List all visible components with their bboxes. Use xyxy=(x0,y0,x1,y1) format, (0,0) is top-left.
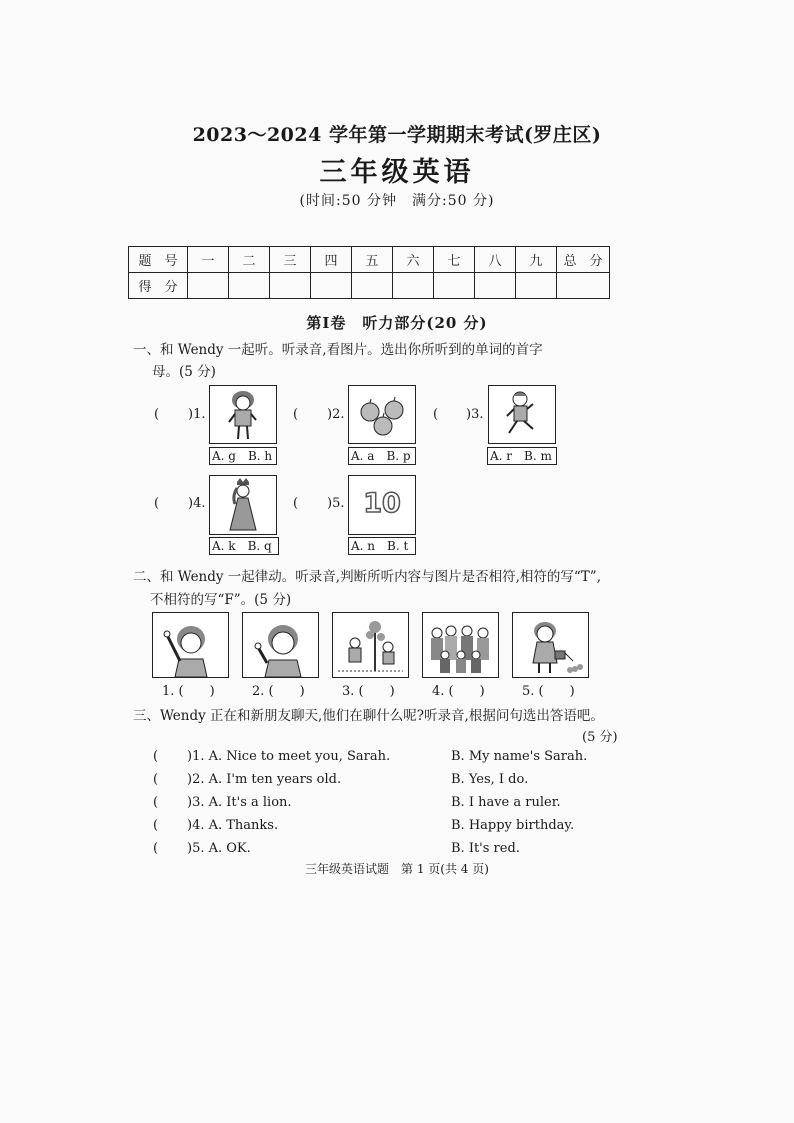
part2-instruction: 二、和 Wendy 一起律动。听录音,判断所听内容与图片是否相符,相符的写“T”, xyxy=(133,569,601,585)
choice-a: )4. A. Thanks. xyxy=(187,818,279,833)
score-input-cell[interactable] xyxy=(393,273,434,299)
apples-picture xyxy=(348,385,416,444)
answer-blank[interactable]: ( xyxy=(433,407,439,422)
item-options: A. n B. t xyxy=(348,537,416,555)
answer-blank[interactable]: ( xyxy=(154,496,160,511)
score-cell: 九 xyxy=(516,247,557,273)
queen-icon xyxy=(210,476,276,534)
score-cell: 总 分 xyxy=(557,247,610,273)
score-input-cell[interactable] xyxy=(188,273,229,299)
choice-a: )1. A. Nice to meet you, Sarah. xyxy=(187,749,391,764)
score-table-score-row xyxy=(129,273,610,299)
page-footer: 三年级英语试题 第 1 页(共 4 页) xyxy=(305,862,489,876)
score-input-cell[interactable] xyxy=(516,273,557,299)
section-title: 第Ⅰ卷 听力部分(20 分) xyxy=(306,314,488,332)
score-cell: 三 xyxy=(270,247,311,273)
answer-blank[interactable]: ( xyxy=(153,749,159,764)
item-options: A. r B. m xyxy=(487,447,557,465)
part2-instruction-cont: 不相符的写“F”。(5 分) xyxy=(150,592,292,608)
item-options: A. k B. q xyxy=(209,537,279,555)
family-picture xyxy=(422,612,499,678)
score-input-cell[interactable] xyxy=(311,273,352,299)
choice-b: B. I have a ruler. xyxy=(451,795,561,810)
item-number: )2. xyxy=(327,407,345,422)
planting-tree-picture xyxy=(332,612,409,678)
hello-girl-picture xyxy=(242,612,319,678)
girl-icon xyxy=(210,386,276,443)
answer-blank[interactable]: ( xyxy=(293,496,299,511)
answer-blank[interactable]: ( xyxy=(153,772,159,787)
number-ten-picture xyxy=(348,475,416,535)
part1-instruction-cont: 母。(5 分) xyxy=(152,364,216,380)
choice-a: )3. A. It's a lion. xyxy=(187,795,292,810)
score-input-cell[interactable] xyxy=(352,273,393,299)
item-number: )3. xyxy=(466,407,484,422)
exam-time-info: (时间:50 分钟 满分:50 分) xyxy=(299,193,495,209)
queen-picture xyxy=(209,475,277,535)
answer-blank[interactable]: ( xyxy=(153,841,159,856)
score-input-cell[interactable] xyxy=(229,273,270,299)
score-cell: 五 xyxy=(352,247,393,273)
answer-blank[interactable]: ( xyxy=(293,407,299,422)
answer-blank[interactable]: 2. ( ) xyxy=(252,684,305,699)
waving-girl-icon xyxy=(153,613,228,677)
exam-title: 2023～2024 学年第一学期期末考试(罗庄区) xyxy=(192,124,602,146)
item-number: )4. xyxy=(188,496,206,511)
score-row-label: 得 分 xyxy=(129,273,188,299)
item-number: )1. xyxy=(188,407,206,422)
watering-flowers-icon xyxy=(513,613,588,677)
score-table xyxy=(128,246,610,299)
answer-blank[interactable]: ( xyxy=(153,818,159,833)
score-cell: 七 xyxy=(434,247,475,273)
score-cell: 题 号 xyxy=(129,247,188,273)
item-options: A. g B. h xyxy=(209,447,277,465)
family-icon xyxy=(423,613,498,677)
waving-girl-picture xyxy=(152,612,229,678)
answer-blank[interactable]: 4. ( ) xyxy=(432,684,485,699)
score-input-cell[interactable] xyxy=(270,273,311,299)
number-ten-icon: 10 xyxy=(363,488,401,519)
choice-a: )5. A. OK. xyxy=(187,841,251,856)
score-cell: 一 xyxy=(188,247,229,273)
running-boy-icon xyxy=(489,386,555,443)
score-input-cell[interactable] xyxy=(557,273,610,299)
score-input-cell[interactable] xyxy=(475,273,516,299)
score-cell: 八 xyxy=(475,247,516,273)
score-input-cell[interactable] xyxy=(434,273,475,299)
choice-a: )2. A. I'm ten years old. xyxy=(187,772,342,787)
choice-b: B. Yes, I do. xyxy=(451,772,529,787)
running-boy-picture xyxy=(488,385,556,444)
hello-girl-icon xyxy=(243,613,318,677)
answer-blank[interactable]: 1. ( ) xyxy=(162,684,215,699)
score-cell: 四 xyxy=(311,247,352,273)
subject-title: 三年级英语 xyxy=(319,157,475,188)
part1-instruction: 一、和 Wendy 一起听。听录音,看图片。选出你所听到的单词的首字 xyxy=(133,342,543,358)
part3-score: (5 分) xyxy=(582,730,618,745)
choice-b: B. Happy birthday. xyxy=(451,818,575,833)
item-number: )5. xyxy=(327,496,345,511)
choice-b: B. It's red. xyxy=(451,841,520,856)
planting-tree-icon xyxy=(333,613,408,677)
answer-blank[interactable]: ( xyxy=(153,795,159,810)
watering-flowers-picture xyxy=(512,612,589,678)
answer-blank[interactable]: ( xyxy=(154,407,160,422)
answer-blank[interactable]: 5. ( ) xyxy=(522,684,575,699)
girl-picture xyxy=(209,385,277,444)
apples-icon xyxy=(349,386,415,443)
score-cell: 二 xyxy=(229,247,270,273)
item-options: A. a B. p xyxy=(348,447,416,465)
answer-blank[interactable]: 3. ( ) xyxy=(342,684,395,699)
score-table-header-row xyxy=(129,247,610,273)
choice-b: B. My name's Sarah. xyxy=(451,749,588,764)
part3-instruction: 三、Wendy 正在和新朋友聊天,他们在聊什么呢?听录音,根据问句选出答语吧。 xyxy=(133,708,604,724)
score-cell: 六 xyxy=(393,247,434,273)
